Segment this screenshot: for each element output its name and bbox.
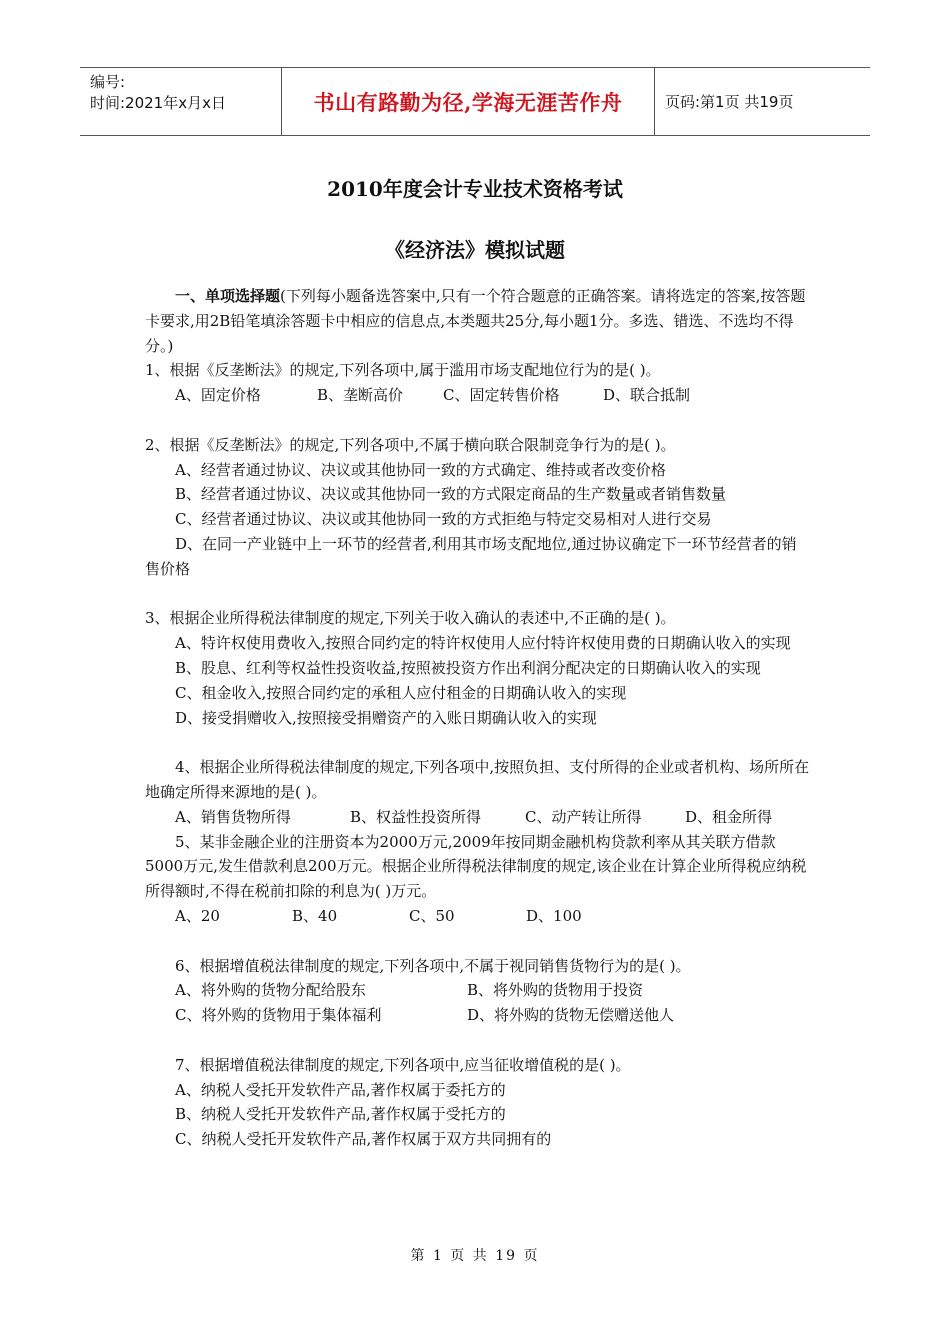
option: D、联合抵制 — [603, 386, 691, 405]
document-time: 时间:2021年x月x日 — [90, 94, 226, 112]
option: B、将外购的货物用于投资 — [467, 981, 644, 1000]
section-instructions: (下列每小题备选答案中,只有一个符合题意的正确答案。请将选定的答案,按答题卡要求,用2B铅笔填涂答题卡中相应的信息点,本类题共25分,每小题1分。多选、错选、不选均不得分。) — [145, 287, 806, 355]
header-table — [80, 67, 870, 136]
question-6-stem: 6、根据增值税法律制度的规定,下列各项中,不属于视同销售货物行为的是( )。 — [175, 956, 691, 975]
section-intro — [145, 284, 810, 358]
option: B、经营者通过协议、决议或其他协同一致的方式限定商品的生产数量或者销售数量 — [175, 485, 727, 504]
question-5-options — [145, 904, 810, 929]
option: D、接受捐赠收入,按照接受捐赠资产的入账日期确认收入的实现 — [175, 708, 597, 727]
document-title: 2010年度会计专业技术资格考试 — [327, 177, 623, 201]
option: A、20 — [175, 906, 220, 925]
header-motto: 书山有路勤为径,学海无涯苦作舟 — [281, 68, 655, 135]
option: A、固定价格 — [175, 386, 261, 405]
exam-body — [145, 284, 810, 1152]
question-2-stem: 2、根据《反垄断法》的规定,下列各项中,不属于横向联合限制竞争行为的是( )。 — [145, 435, 676, 454]
option: A、纳税人受托开发软件产品,著作权属于委托方的 — [175, 1080, 506, 1099]
option: A、经营者通过协议、决议或其他协同一致的方式确定、维持或者改变价格 — [175, 460, 666, 479]
question-1-options — [145, 383, 810, 408]
option: C、动产转让所得 — [525, 807, 642, 826]
option: A、特许权使用费收入,按照合同约定的特许权使用人应付特许权使用费的日期确认收入的实现 — [175, 634, 791, 653]
option: B、权益性投资所得 — [350, 807, 482, 826]
option: B、纳税人受托开发软件产品,著作权属于受托方的 — [175, 1105, 506, 1124]
header-info-cell — [80, 68, 281, 135]
question-5-stem: 5、某非金融企业的注册资本为2000万元,2009年按同期金融机构贷款利率从其关联方借款5000万元,发生借款利息200万元。根据企业所得税法律制度的规定,该企业在计算企业所得税应纳税所得额时,不得在税前扣除的利息为( )万元。 — [145, 832, 807, 901]
option: C、50 — [409, 906, 455, 925]
option: B、40 — [292, 906, 338, 925]
option: D、在同一产业链中上一环节的经营者,利用其市场支配地位,通过协议确定下一环节经营者的销售价格 — [145, 534, 797, 578]
option: D、租金所得 — [685, 807, 773, 826]
question-3-stem: 3、根据企业所得税法律制度的规定,下列关于收入确认的表述中,不正确的是( )。 — [145, 609, 676, 628]
question-6-options-row2 — [145, 1003, 810, 1028]
header-page-info: 页码:第1页 共19页 — [665, 93, 794, 111]
option: B、垄断高价 — [317, 386, 404, 405]
option: D、将外购的货物无偿赠送他人 — [467, 1006, 675, 1025]
page-footer: 第 1 页 共 19 页 — [410, 1248, 540, 1264]
option: C、将外购的货物用于集体福利 — [175, 1006, 382, 1025]
question-1-stem: 1、根据《反垄断法》的规定,下列各项中,属于滥用市场支配地位行为的是( )。 — [145, 361, 661, 380]
option: C、经营者通过协议、决议或其他协同一致的方式拒绝与特定交易相对人进行交易 — [175, 510, 712, 529]
option: C、纳税人受托开发软件产品,著作权属于双方共同拥有的 — [175, 1130, 552, 1149]
document-subtitle: 《经济法》模拟试题 — [385, 238, 565, 262]
option: C、固定转售价格 — [443, 386, 560, 405]
document-number: 编号: — [90, 73, 126, 91]
question-4-options — [145, 805, 810, 830]
section-heading: 一、单项选择题 — [175, 287, 281, 305]
option: A、销售货物所得 — [175, 807, 291, 826]
option: C、租金收入,按照合同约定的承租人应付租金的日期确认收入的实现 — [175, 683, 627, 702]
option: B、股息、红利等权益性投资收益,按照被投资方作出利润分配决定的日期确认收入的实现 — [175, 658, 761, 677]
question-6-options-row1 — [145, 978, 810, 1003]
option: A、将外购的货物分配给股东 — [175, 981, 366, 1000]
option: D、100 — [526, 906, 582, 925]
question-4-stem: 4、根据企业所得税法律制度的规定,下列各项中,按照负担、支付所得的企业或者机构、场所所在地确定所得来源地的是( )。 — [145, 758, 810, 801]
question-7-stem: 7、根据增值税法律制度的规定,下列各项中,应当征收增值税的是( )。 — [175, 1055, 631, 1074]
